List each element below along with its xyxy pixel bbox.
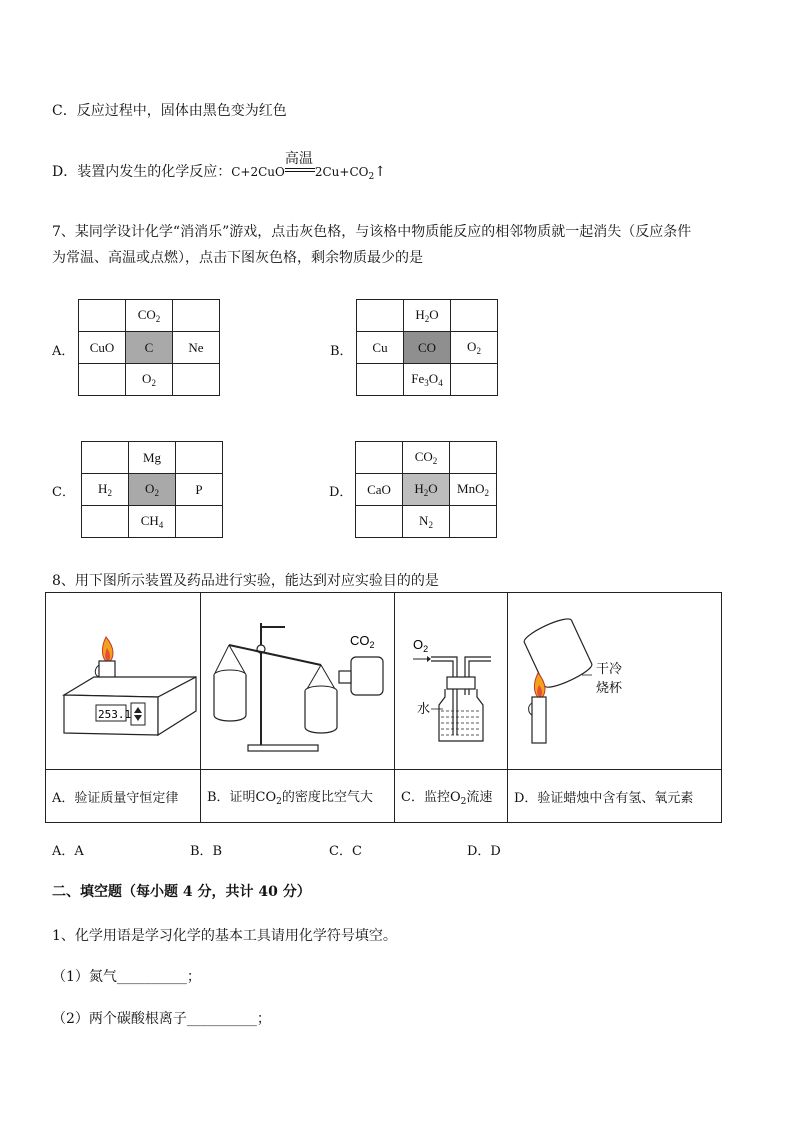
co2-label: $CO_2$ [350, 633, 375, 650]
caption-a: A．验证质量守恒定律 [46, 770, 201, 823]
q7-option-c-label: C． [52, 485, 75, 500]
co2-subscript: 2 [368, 172, 375, 182]
grid-c-center[interactable]: $O_2$ [129, 474, 176, 506]
beaker-candle-illustration [508, 593, 721, 765]
grid-d-left: CaO [356, 474, 403, 506]
option-d-text [52, 151, 386, 182]
section-2-q1: 1、化学用语是学习化学的基本工具请用化学符号填空。 [52, 928, 397, 944]
q8-choice-a[interactable]: A．A [52, 844, 84, 859]
caption-b: B．证明$CO_2$的密度比空气大 [201, 770, 395, 823]
equation-right: 2Cu+CO [314, 165, 369, 179]
caption-d: D．验证蜡烛中含有氢、氧元素 [508, 770, 722, 823]
grid-c-bottom: $CH_4$ [129, 506, 176, 538]
water-label: 水 [417, 702, 431, 717]
q7-grid-b [356, 299, 498, 396]
grid-b-top: $H_2O$ [404, 300, 451, 332]
equation-condition [284, 151, 315, 180]
beaker-label-1: 干冷 [596, 662, 623, 677]
q8-choice-d[interactable]: D．D [467, 844, 501, 859]
grid-a-left: CuO [79, 332, 126, 364]
gas-washing-bottle-illustration [395, 593, 507, 765]
q8-stem: 8、用下图所示装置及药品进行实验，能达到对应实验目的的是 [52, 573, 439, 589]
o2-label: $O_2$ [413, 637, 429, 654]
caption-c: C．监控$O_2$流速 [395, 770, 508, 823]
section-2-item2: （2）两个碳酸根离子__________； [52, 1011, 271, 1027]
q7-grid-c [81, 441, 223, 538]
q8-choice-b[interactable]: B．B [190, 844, 223, 859]
gas-arrow: ↑ [374, 164, 386, 180]
grid-b-left: Cu [357, 332, 404, 364]
q7-option-a-label: A． [52, 344, 75, 359]
grid-c-left: $H_2$ [82, 474, 129, 506]
grid-d-right: MnO$_2$ [450, 474, 497, 506]
q8-choice-c[interactable]: C．C [329, 844, 362, 859]
grid-b-right: $O_2$ [451, 332, 498, 364]
q7-grid-a [78, 299, 220, 396]
equation-left: C+2CuO [231, 165, 285, 179]
scale-reading: 253.1 [98, 708, 132, 721]
section-2-title: 二、填空题（每小题 4 分，共计 40 分） [52, 884, 311, 900]
q7-grid-d [355, 441, 497, 538]
grid-b-center[interactable]: CO [404, 332, 451, 364]
grid-a-center[interactable]: C [126, 332, 173, 364]
q7-option-d-label: D． [329, 485, 353, 500]
condition-text: 高温 [284, 151, 313, 167]
apparatus-d-cell [508, 593, 722, 770]
q7-line2: 为常温、高温或点燃），点击下图灰色格，剩余物质最少的是 [52, 250, 423, 266]
q7-option-b-label: B． [330, 344, 353, 359]
grid-b-bottom: $Fe_3O_4$ [404, 364, 451, 396]
grid-c-right: P [176, 474, 223, 506]
q7-line1: 7、某同学设计化学“消消乐”游戏，点击灰色格，与该格中物质能反应的相邻物质就一起消失（反应条件 [52, 224, 692, 240]
apparatus-c-cell [395, 593, 508, 770]
option-d-prefix: D．装置内发生的化学反应： [52, 164, 232, 180]
beaker-label-2: 烧杯 [596, 681, 623, 696]
grid-d-top: $CO_2$ [403, 442, 450, 474]
grid-a-top: $CO_2$ [126, 300, 173, 332]
lever-balance-illustration [201, 593, 394, 765]
q8-apparatus-table [45, 592, 722, 823]
grid-d-bottom: $N_2$ [403, 506, 450, 538]
option-c-text: C．反应过程中，固体由黑色变为红色 [52, 103, 287, 119]
equals-bar [285, 168, 315, 172]
grid-d-center[interactable]: $H_2O$ [403, 474, 450, 506]
grid-a-right: Ne [173, 332, 220, 364]
balance-candle-illustration [46, 593, 200, 765]
apparatus-a-cell [46, 593, 201, 770]
section-2-item1: （1）氮气__________； [52, 969, 201, 985]
grid-c-top: Mg [129, 442, 176, 474]
grid-a-bottom: $O_2$ [126, 364, 173, 396]
apparatus-b-cell [201, 593, 395, 770]
